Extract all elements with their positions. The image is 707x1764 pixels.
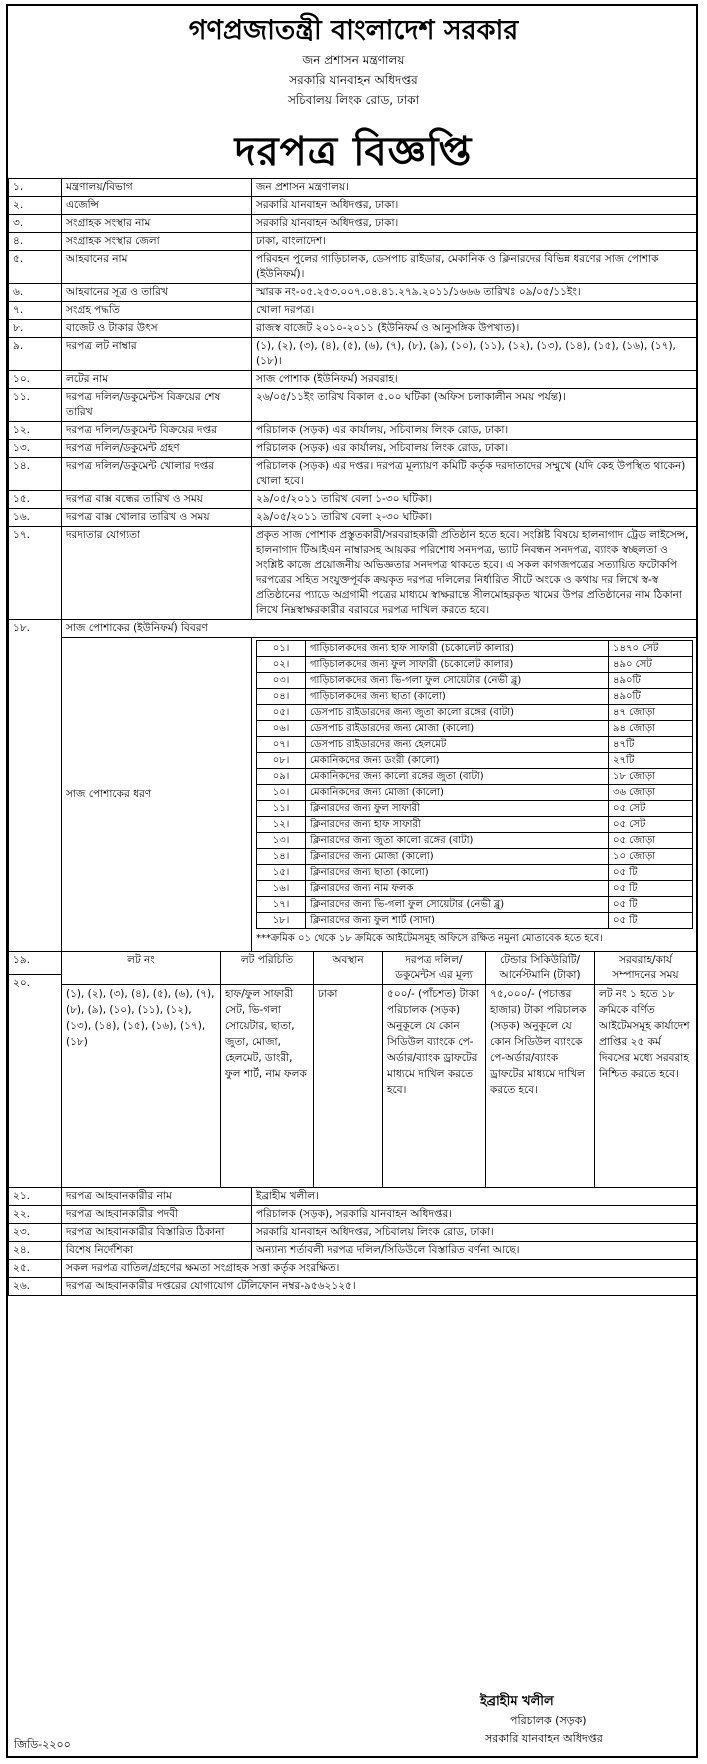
item-name: ডেসপাচ রাইডারদের জন্য হেলমেট [306,737,609,753]
row-number: ১৩. [9,440,62,458]
row-value: ২৯/০৫/২০১১ তারিখ বেলা ১-৩০ ঘটিকা। [252,491,698,509]
row-value: পরিচালক (সড়ক) এর কার্যালয়, সচিবালয় লিংক রোড, ঢাকা। [252,440,698,458]
item-name: ক্লিনারদের জন্য ভি-গলা ফুল সোয়েটার (নেভী ব্লু) [306,897,609,913]
lot-header: অবস্থান [314,952,383,985]
lot-table [62,952,697,1187]
item-name: মেকানিকদের জন্য কালো রঙ্গের জুতা (বাটা) [306,769,609,785]
row-label: দরপত্র লট নাম্বার [62,338,252,371]
row-number: ১৬. [9,509,62,527]
uniform-type-label: সাজ পোশাকের ধরণ [62,638,252,952]
signatory-org: সরকারি যানবাহন অধিদপ্তর [485,1732,603,1745]
uniform-item-row [257,865,693,881]
uniform-item-row [257,673,693,689]
row-label: দরপত্র দলিল/ডকুমেন্ট গ্রহণ [62,440,252,458]
item-quantity: ০৫ টি [609,865,693,881]
table-row [9,179,698,197]
lot-header: লট পরিচিতি [221,952,314,985]
item-number: ১৭। [257,897,306,913]
row-label: আহবানের নাম [62,251,252,284]
item-name: মেকানিকদের জন্য মোজা (কালো) [306,785,609,801]
table-row [9,1224,698,1242]
item-number: ০৯। [257,769,306,785]
item-quantity: ৪৭ জোড়া [609,705,693,721]
row-label: দরপত্র আহবানকারীর পদবী [62,1206,252,1224]
uniform-item-row [257,753,693,769]
uniform-note: ***ক্রমিক ০১ থেকে ১৮ ক্রমিকে আইটেমসমূহ অফিসে রক্ষিত নমুনা মোতাবেক হতে হবে। [256,933,603,944]
row-label: লটের নাম [62,371,252,389]
table-row [9,338,698,371]
row-text: দরপত্র আহবানকারীর দপ্তরের যোগাযোগ টেলিফোন নম্বর-৯৫৬২১২৫। [62,1278,698,1296]
uniform-item-row [257,913,693,929]
row-label: দরপত্র দলিল/ডকুমেন্ট খোলার দপ্তর [62,458,252,491]
lot-table-cell [62,952,698,1188]
signatory-name: ইব্রাহীম খলীল [480,1694,554,1709]
row-label: দরদাতার যোগ্যতা [62,527,252,620]
uniform-item-row [257,817,693,833]
item-quantity: ৪৯০টি [609,689,693,705]
table-row [9,440,698,458]
table-row [9,422,698,440]
table-row [9,491,698,509]
item-quantity: ৩৬ জোড়া [609,785,693,801]
lot-intro: হাফ/ফুল সাফারী সেট, ভি-গলা সোয়েটার, ছাতা, জুতা, মোজা, হেলমেট, ডাংরী, ফুল শার্ট, নাম ফলক [221,985,314,1188]
row-number: ১৯. [9,952,62,975]
row-label: সংগ্রাহক সংস্থার জেলা [62,233,252,251]
item-quantity: ০৫ সেট [609,801,693,817]
uniform-item-row [257,785,693,801]
item-number: ০৭। [257,737,306,753]
table-row [9,1242,698,1260]
department-line: সরকারি যানবাহন অধিদপ্তর [289,73,418,87]
row-label: দরপত্র দলিল/ডকুমেন্ট বিক্রয়ের দপ্তর [62,422,252,440]
row-value: সাজ পোশাক (ইউনিফর্ম) সরবরাহ। [252,371,698,389]
ministry-line: জন প্রশাসন মন্ত্রণালয় [302,53,405,67]
row-label: দরপত্র আহবানকারীর নাম [62,1188,252,1206]
row-number: ২৪. [9,1242,62,1260]
row-number: ১৫. [9,491,62,509]
row-value: স্মারক নং-০৫.২৫৩.০০৭.০৪.৪১.২৭৯.২০১১/১৬৬৬ তারিখঃ ০৯/০৫/১১ইং। [252,284,698,302]
row-number: ২০. [9,975,62,1188]
item-quantity: ২৭টি [609,753,693,769]
uniform-item-row [257,881,693,897]
row-text: সকল দরপত্র বাতিল/গ্রহণের ক্ষমতা সংগ্রাহক সত্তা কর্তৃক সংরক্ষিত। [62,1260,698,1278]
row-number: ১৭. [9,527,62,620]
lot-header: টেন্ডার সিকিউরিটি/ আর্নেস্টমানি (টাকা) [486,952,595,985]
row-value: পরিচালক (সড়ক) এর দপ্তর। দরপত্র মূল্যায়ণ কমিটি কর্তৃক দরদাতাদের সম্মুখে (যদি কেহ উপস্থিত থাকেন) খোলা হবে। [252,458,698,491]
lot-header: লট নং [62,952,221,985]
row-number: ৮. [9,320,62,338]
govt-heading: গণপ্রজাতন্ত্রী বাংলাদেশ সরকার [188,15,519,46]
item-number: ০২। [257,657,306,673]
signatory-title: পরিচালক (সড়ক) [510,1714,587,1727]
table-row [9,1206,698,1224]
row-value: অন্যান্য শর্তাবলী দরপত্র দলিল/সিডিউলে বিস্তারিত বর্ণনা আছে। [252,1242,698,1260]
lot-lots: (১), (২), (৩), (৪), (৫), (৬), (৭), (৮), (৯), (১০), (১১), (১২), (১৩), (১৪), (১৫), (১৬), (১৭), (১৮) [62,985,221,1188]
advert-code: জিডি-২২০০ [14,1738,71,1751]
item-number: ১১। [257,801,306,817]
uniform-row [9,620,698,638]
row-label: বিশেষ নির্দেশিকা [62,1242,252,1260]
row-label: দরপত্র দলিল/ডকুমেন্টস বিক্রয়ের শেষ তারিখ [62,389,252,422]
table-row [9,1278,698,1296]
item-number: ০৫। [257,705,306,721]
row-value: সরকারি যানবাহন অধিদপ্তর, ঢাকা। [252,197,698,215]
item-number: ১৫। [257,865,306,881]
item-name: গাড়িচালকদের জন্য ভি-গলা ফুল সোয়েটার (নেভী ব্লু) [306,673,609,689]
item-name: ক্লিনারদের জন্য ফুল শার্ট (সাদা) [306,913,609,929]
item-number: ১০। [257,785,306,801]
row-label: সংগ্রাহক সংস্থার নাম [62,215,252,233]
lot-time: লট নং ১ হতে ১৮ ক্রমিকে বর্ণিত আইটেমসমূহ কার্যাদেশ প্রাপ্তির ২৫ কর্ম দিবসের মধ্যে সরবরাহ নিশ্চিত করতে হবে। [595,985,697,1188]
item-quantity: ০৫ টি [609,913,693,929]
item-name: ডেসপাচ রাইডারদের জন্য মোজা (কালো) [306,721,609,737]
table-row [9,233,698,251]
item-quantity: ০৫ টি [609,897,693,913]
table-row [9,197,698,215]
uniform-item-row [257,769,693,785]
row-label: আহবানের সূত্র ও তারিখ [62,284,252,302]
row-number: ২৫. [9,1260,62,1278]
item-name: মেকানিকদের জন্য ডংরী (কালো) [306,753,609,769]
table-row [9,389,698,422]
row-value: খোলা দরপত্র। [252,302,698,320]
item-number: ০৮। [257,753,306,769]
item-quantity: ৪৯০ সেট [609,657,693,673]
lot-header: সরবরাহ/কার্য সম্পাদনের সময় [595,952,697,985]
row-value: ঢাকা, বাংলাদেশ। [252,233,698,251]
item-quantity: ১০ জোড়া [609,849,693,865]
item-name: ক্লিনারদের জন্য জুতা কালো রঙ্গের (বাটা) [306,833,609,849]
uniform-item-row [257,897,693,913]
row-number: ২৩. [9,1224,62,1242]
uniform-title: সাজ পোশাকের (ইউনিফর্ম) বিবরণ [62,620,698,638]
row-value: ২৯/০৫/২০১১ তারিখ বেলা ২-৩০ ঘটিকা। [252,509,698,527]
item-number: ০১। [257,641,306,657]
uniform-item-row [257,801,693,817]
item-quantity: ০৫ জোড়া [609,833,693,849]
lot-price: ৫০০/- (পাঁচশত) টাকা পরিচালক (সড়ক) অনুকূলে যে কোন সিডিউল ব্যাংকে পে-অর্ডার/ব্যাংক ড্রাফটের মাধ্যমে দাখিল করতে হবে। [383,985,486,1188]
row-number: ২২. [9,1206,62,1224]
item-quantity: ১৮ জোড়া [609,769,693,785]
item-quantity: ৪৭টি [609,737,693,753]
table-row [9,284,698,302]
item-name: ক্লিনারদের জন্য নাম ফলক [306,881,609,897]
item-number: ০৪। [257,689,306,705]
address-line: সচিবালয় লিংক রোড, ঢাকা [287,93,420,107]
row-number: ৩. [9,215,62,233]
uniform-item-row [257,657,693,673]
row-number: ১৪. [9,458,62,491]
table-row [9,458,698,491]
table-row [9,371,698,389]
row-number: ২১. [9,1188,62,1206]
row-value: জন প্রশাসন মন্ত্রণালয়। [252,179,698,197]
row-label: সংগ্রহ পদ্ধতি [62,302,252,320]
item-quantity: ০৫ সেট [609,817,693,833]
row-label: এজেন্সি [62,197,252,215]
lot-header: দরপত্র দলিল/ ডকুমেন্টস এর মূল্য [383,952,486,985]
item-number: ১৮। [257,913,306,929]
row-value: ইব্রাহীম খলীল। [252,1188,698,1206]
row-label: দরপত্র বাক্স বন্ধের তারিখ ও সময় [62,491,252,509]
item-number: ১২। [257,817,306,833]
lot-location: ঢাকা [314,985,383,1188]
item-name: ক্লিনারদের জন্য হাফ সাফারী [306,817,609,833]
table-row [9,1188,698,1206]
row-value: (১), (২), (৩), (৪), (৫), (৬), (৭), (৮), (৯), (১০), (১১), (১২), (১৩), (১৪), (১৫), (১৬), (১৭), (১৮)। [252,338,698,371]
uniform-items-table [256,640,693,929]
item-name: গাড়িচালকদের জন্য ফুল সাফারী (চকোলেট কালার) [306,657,609,673]
uniform-item-row [257,833,693,849]
item-number: ১৪। [257,849,306,865]
row-label: বাজেট ও টাকার উৎস [62,320,252,338]
item-name: গাড়িচালকদের জন্য হাফ সাফারী (চকোলেট কালার) [306,641,609,657]
table-row [9,215,698,233]
row-value: সরকারি যানবাহন অধিদপ্তর, সচিবালয় লিংক রোড, ঢাকা। [252,1224,698,1242]
uniform-item-row [257,705,693,721]
table-row [9,527,698,620]
item-number: ১৩। [257,833,306,849]
row-number: ১০. [9,371,62,389]
row-number: ১৮. [9,620,62,952]
table-row [9,320,698,338]
row-number: ২. [9,197,62,215]
item-quantity: ৪৯০টি [609,673,693,689]
uniform-item-row [257,721,693,737]
row-value: ২৬/০৫/১১ইং তারিখ বিকাল ৫.০০ ঘটিকা (অফিস চলাকালীন সময় পর্যন্ত)। [252,389,698,422]
row-number: ৭. [9,302,62,320]
uniform-items-cell [252,638,698,952]
tender-table [8,178,698,1296]
item-name: ক্লিনারদের জন্য ছাতা (কালো) [306,865,609,881]
item-name: ডেসপাচ রাইডারদের জন্য জুতা কালো রঙ্গের (বাটা) [306,705,609,721]
table-row [9,509,698,527]
item-number: ১৬। [257,881,306,897]
uniform-item-row [257,689,693,705]
uniform-item-row [257,641,693,657]
row-number: ১. [9,179,62,197]
lot-security: ৭৫,০০০/- (পচাত্তর হাজার) টাকা পরিচালক (সড়ক) অনুকূলে যে কোন সিডিউল ব্যাংকে পে-অর্ডার/ব্যাংক ড্রাফটের মাধ্যমে দাখিল করতে হবে। [486,985,595,1188]
row-value: পরিচালক (সড়ক), সরকারি যানবাহন অধিদপ্তর। [252,1206,698,1224]
row-value: সরকারি যানবাহন অধিদপ্তর, ঢাকা। [252,215,698,233]
table-row [9,1260,698,1278]
item-number: ০৬। [257,721,306,737]
row-value: পরিচালক (সড়ক) এর কার্যালয়, সচিবালয় লিংক রোড, ঢাকা। [252,422,698,440]
item-name: ক্লিনারদের জন্য মোজা (কালো) [306,849,609,865]
row-value: প্রকৃত সাজ পোশাক প্রস্তুতকারী/সরবরাহকারী প্রতিষ্ঠান হতে হবে। সংশ্লিষ্ট বিষয়ে হালনাগাদ ট্রেড লাইসেন্স, হালনাগাদ টিআইএন নাম্বারসহ আয়কর পরিশোধ সনদপত্র, ভ্যাট নিবন্ধন সনদপত্র, ব্যাংক স্বচ্ছলতা ও সংশ্লিষ্ট কাজে প্রয়োজনীয় অভিজ্ঞতার সনদপত্র থাকতে হবে। এ সকল কাগজপত্রের সত্যায়িত ফটোকপি দরপত্রের সহিত সংযুক্তপূর্বক ক্রয়কৃত দরপত্র দলিলের নির্ধারিত সীটে অংকে ও কথায় দর লিখে স্ব-স্ব প্রতিষ্ঠানের প্যাডে অগ্রগামী পত্রের মাধ্যমে স্বাক্ষরান্তে সীলমোহরকৃত খামের উপর প্রতিষ্ঠানের নাম ঠিকানা লিখে নিম্নস্বাক্ষরকারীর বরাবরে দরপত্র দাখিল করতে হবে। [252,527,698,620]
row-number: ১২. [9,422,62,440]
table-row [9,302,698,320]
item-name: গাড়িচালকদের জন্য ছাতা (কালো) [306,689,609,705]
row-number: ৯. [9,338,62,371]
uniform-item-row [257,737,693,753]
item-number: ০৩। [257,673,306,689]
row-number: ৬. [9,284,62,302]
row-number: ১১. [9,389,62,422]
item-quantity: ১৪৭০ সেট [609,641,693,657]
item-quantity: ০৫ টি [609,881,693,897]
row-label: দরপত্র আহবানকারীর বিস্তারিত ঠিকানা [62,1224,252,1242]
item-name: ক্লিনারদের জন্য ফুল সাফারী [306,801,609,817]
table-row [9,251,698,284]
row-value: পরিবহন পুলের গাড়িচালক, ডেসপাচ রাইডার, মেকানিক ও ক্লিনারদের বিভিন্ন ধরণের সাজ পোশাক (ইউনিফর্ম)। [252,251,698,284]
notice-title: দরপত্র বিজ্ঞপ্তি [234,129,473,175]
row-label: দরপত্র বাক্স খোলার তারিখ ও সময় [62,509,252,527]
row-label: মন্ত্রণালয়/বিভাগ [62,179,252,197]
uniform-item-row [257,849,693,865]
item-quantity: ৯৪ জোড়া [609,721,693,737]
row-number: ২৬. [9,1278,62,1296]
row-number: ৫. [9,251,62,284]
row-number: ৪. [9,233,62,251]
row-value: রাজস্ব বাজেট ২০১০-২০১১ (ইউনিফর্ম ও আনুসঙ্গিক উপখাত)। [252,320,698,338]
